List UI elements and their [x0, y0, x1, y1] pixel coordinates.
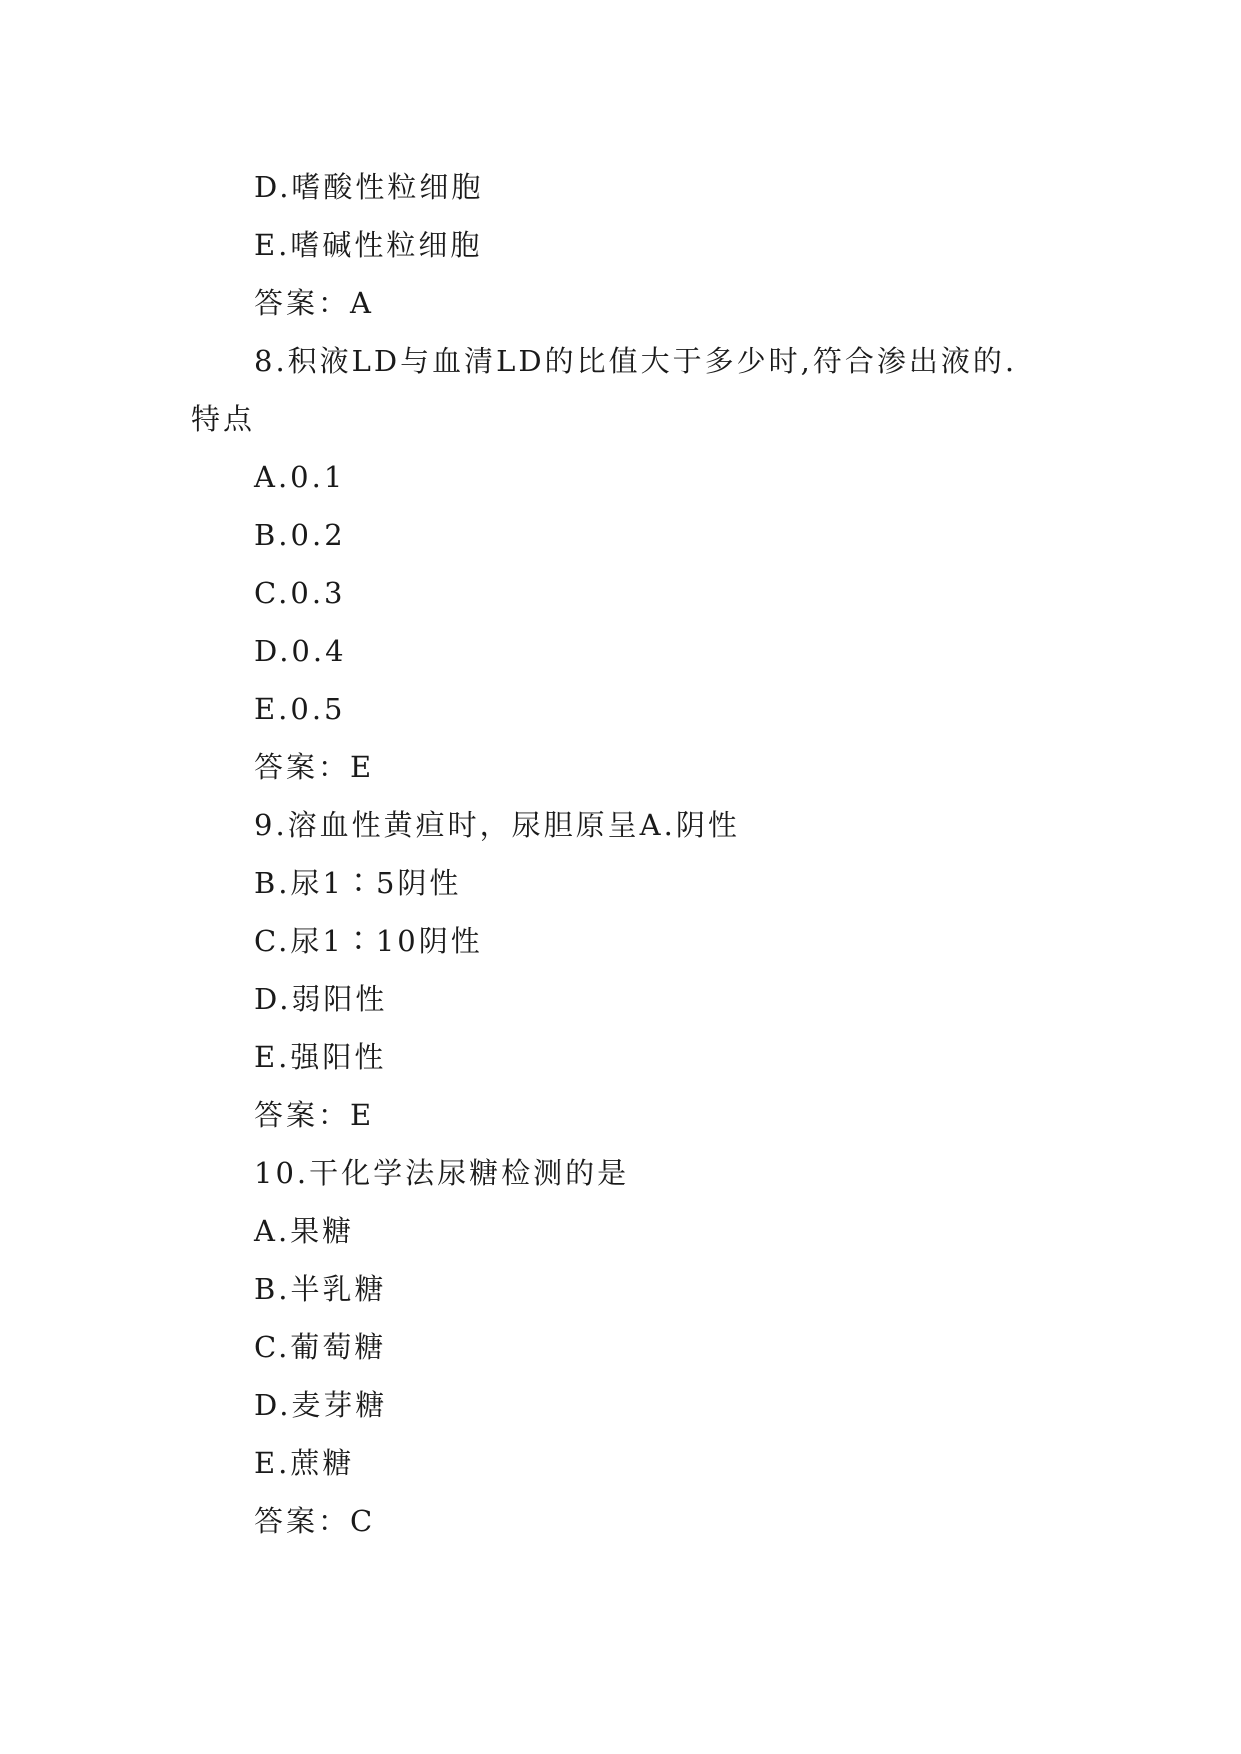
question-10-text: 10.干化学法尿糖检测的是: [254, 1156, 630, 1190]
question-9-text: 9.溶血性黄疸时，尿胆原呈A.阴性: [254, 808, 740, 842]
q8-option-e: E.0.5: [254, 692, 346, 726]
q10-option-e: E.蔗糖: [254, 1446, 355, 1480]
q10-option-a: A.果糖: [254, 1214, 355, 1248]
answer-q7: 答案：A: [254, 286, 374, 320]
q8-option-a: A.0.1: [254, 460, 346, 494]
q10-option-c: C.葡萄糖: [254, 1330, 387, 1364]
option-e-basophil: E.嗜碱性粒细胞: [254, 228, 483, 262]
q9-option-d: D.弱阳性: [254, 982, 388, 1016]
answer-q10: 答案：C: [254, 1504, 376, 1538]
question-8-continuation: 特点: [191, 402, 256, 436]
q10-option-b: B.半乳糖: [254, 1272, 387, 1306]
question-8-text: 8.积液LD与血清LD的比值大于多少时,符合渗出液的.: [254, 344, 1018, 378]
q9-option-b: B.尿1∶5阴性: [254, 866, 462, 900]
q9-option-e: E.强阳性: [254, 1040, 387, 1074]
option-d-eosinophil: D.嗜酸性粒细胞: [254, 170, 484, 204]
answer-q8: 答案：E: [254, 750, 375, 784]
answer-q9: 答案：E: [254, 1098, 375, 1132]
q8-option-b: B.0.2: [254, 518, 346, 552]
document-body: [191, 158, 1071, 1550]
q8-option-c: C.0.3: [254, 576, 346, 610]
q9-option-c: C.尿1∶10阴性: [254, 924, 483, 958]
q8-option-d: D.0.4: [254, 634, 347, 668]
q10-option-d: D.麦芽糖: [254, 1388, 388, 1422]
